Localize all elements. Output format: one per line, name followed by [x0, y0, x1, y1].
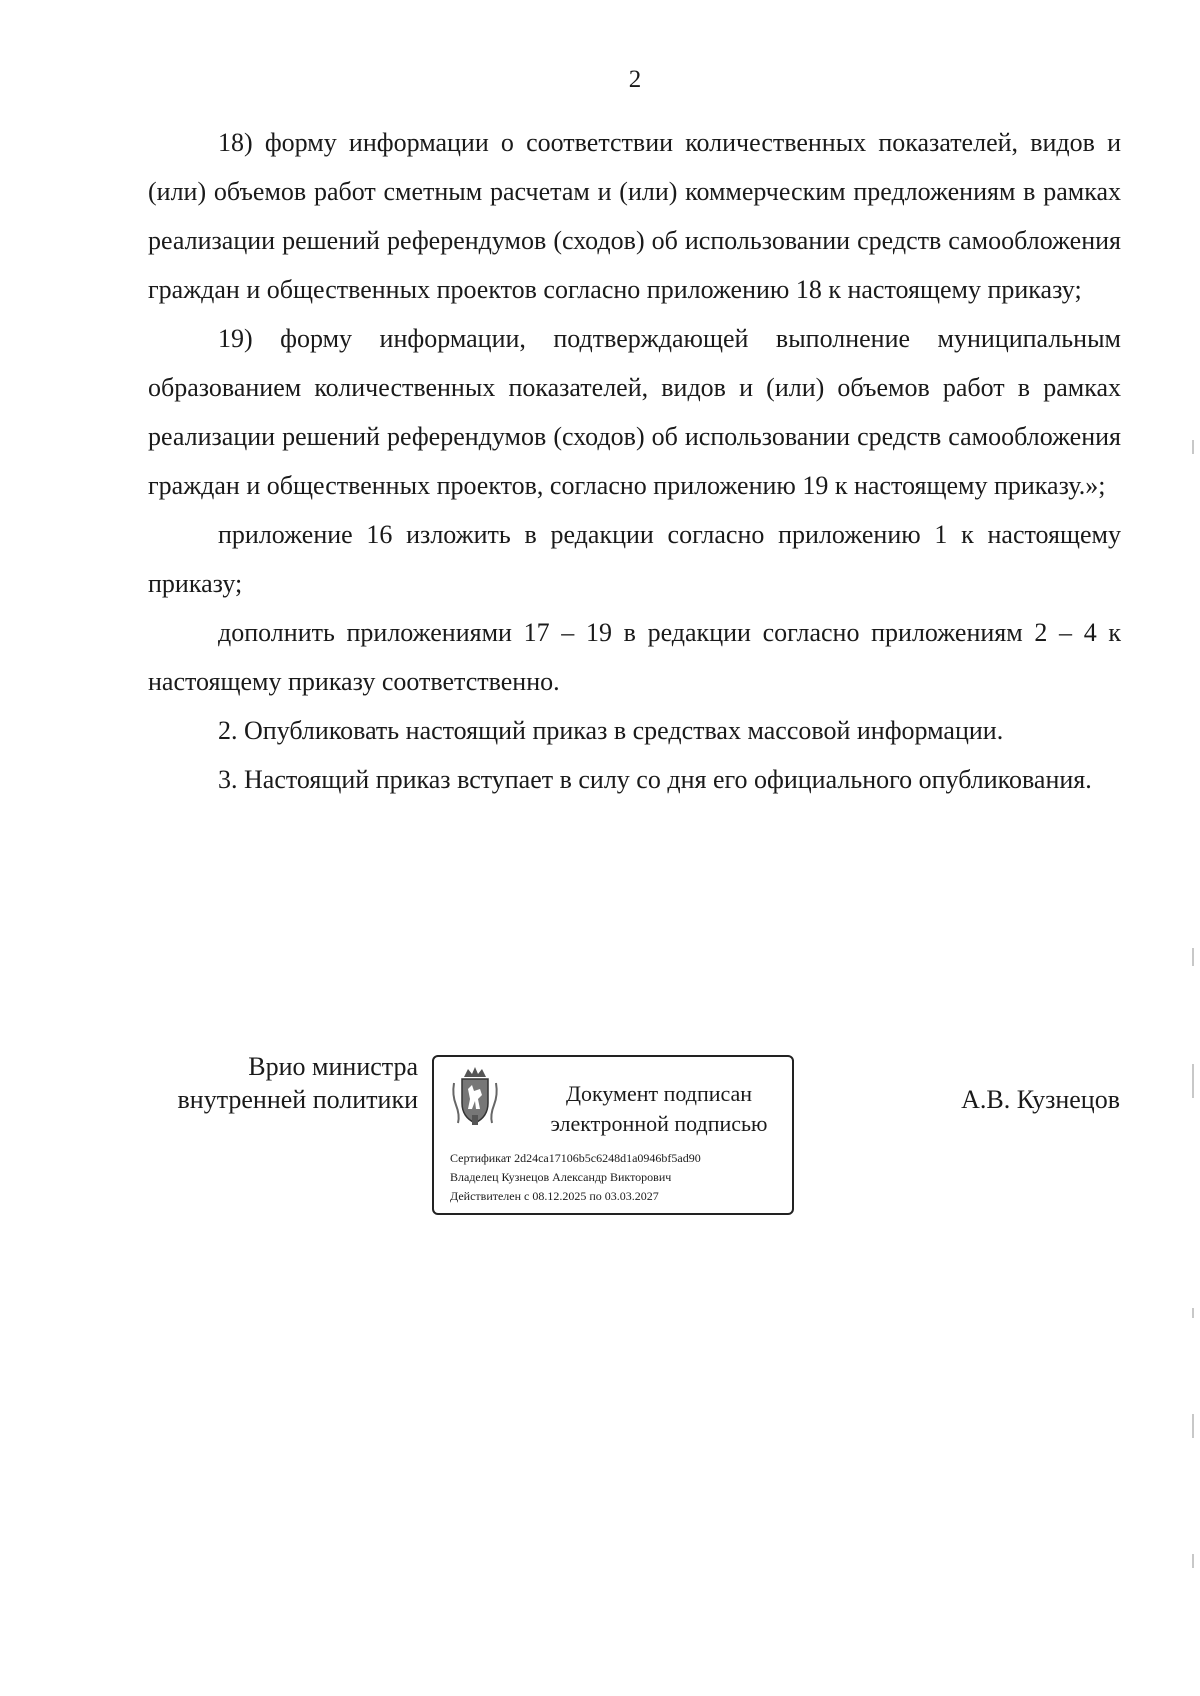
paragraph-publish: 2. Опубликовать настоящий приказ в средствах массовой информации.: [218, 716, 1004, 745]
signature-block: [0, 1050, 1200, 1230]
signatory-name: А.В. Кузнецов: [961, 1085, 1120, 1114]
signatory-position: [150, 1050, 418, 1116]
scan-artifact: [1192, 1414, 1194, 1438]
digital-signature-stamp: [432, 1055, 794, 1215]
scan-artifact: [1192, 1064, 1194, 1098]
stamp-title-line-2: электронной подписью: [550, 1111, 768, 1136]
stamp-title-line-1: Документ подписан: [565, 1081, 753, 1106]
coat-of-arms-icon: [450, 1065, 500, 1127]
paragraph-appendix-16: приложение 16 изложить в редакции согласно приложению 1 к настоящему приказу;: [148, 520, 1121, 598]
stamp-title: [534, 1079, 784, 1139]
certificate-validity: Действителен с 08.12.2025 по 03.03.2027: [450, 1189, 659, 1203]
position-line-1: Врио министра: [248, 1052, 418, 1081]
certificate-number: Сертификат 2d24ca17106b5c6248d1a0946bf5ad90: [450, 1151, 701, 1165]
paragraph-item-18: 18) форму информации о соответствии количественных показателей, видов и (или) объемов работ сметным расчетам и (или) коммерческим предложениям в рамках реализации решений референдумов (сходов) об использовании средств самообложения граждан и общественных проектов согласно приложению 18 к настоящему приказу;: [148, 128, 1121, 304]
page-number: 2: [628, 66, 642, 93]
scan-artifact: [1192, 440, 1194, 454]
scan-artifact: [1192, 948, 1194, 966]
scan-artifact: [1192, 1554, 1194, 1568]
paragraph-item-19: 19) форму информации, подтверждающей выполнение муниципальным образованием количественных показателей, видов и (или) объемов работ в рамках реализации решений референдумов (сходов) об использовании средств самообложения граждан и общественных проектов, согласно приложению 19 к настоящему приказу.»;: [148, 324, 1121, 500]
paragraph-effective: 3. Настоящий приказ вступает в силу со дня его официального опубликования.: [218, 765, 1092, 794]
position-line-2: внутренней политики: [177, 1085, 418, 1114]
paragraph-appendices-17-19: дополнить приложениями 17 – 19 в редакции согласно приложениям 2 – 4 к настоящему приказу соответственно.: [148, 618, 1121, 696]
document-body: [148, 118, 1121, 804]
scan-artifact: [1192, 1308, 1194, 1318]
certificate-owner: Владелец Кузнецов Александр Викторович: [450, 1170, 672, 1184]
certificate-details: [450, 1149, 701, 1206]
